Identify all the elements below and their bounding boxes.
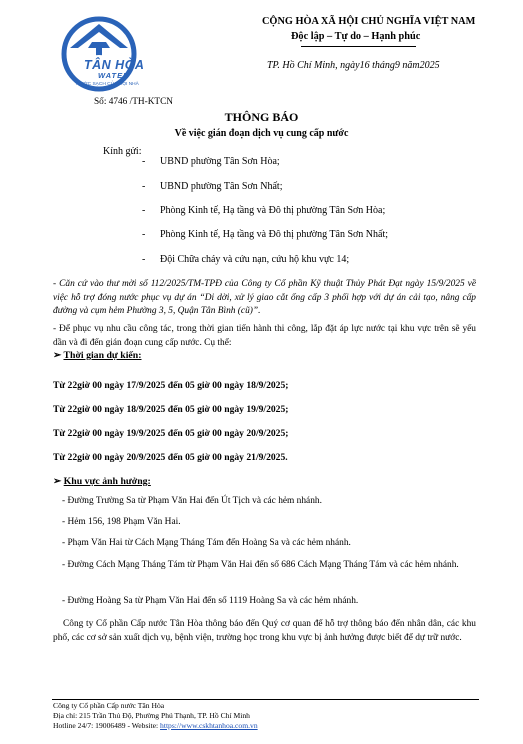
time-slot: Từ 22giờ 00 ngày 17/9/2025 đến 05 giờ 00 ngày 18/9/2025; [53, 380, 289, 391]
time-heading: ➢ Thời gian dự kiến: [53, 350, 142, 361]
nation-title: CỘNG HÒA XÃ HỘI CHỦ NGHĨA VIỆT NAM [262, 16, 476, 27]
recipient-item: - UBND phường Tân Sơn Nhất; [142, 181, 283, 192]
national-motto: Độc lập – Tự do – Hạnh phúc [291, 31, 421, 42]
footer-address: Địa chỉ: 215 Trần Thủ Độ, Phường Phú Thạnh, TP. Hồ Chí Minh [53, 711, 250, 720]
logo-tagline: NƯỚC SẠCH CỦA MỌI NHÀ [76, 82, 139, 87]
recipient-item: - UBND phường Tân Sơn Hòa; [142, 156, 280, 167]
document-subtitle: Về việc gián đoạn dịch vụ cung cấp nước [174, 128, 349, 139]
document-title: THÔNG BÁO [224, 110, 299, 124]
document-number: Số: 4746 /TH-KTCN [94, 97, 174, 107]
footer-divider [52, 699, 479, 700]
basis-paragraph: - Căn cứ vào thư mời số 112/2025/TM-TPĐ của Công ty Cổ phần Kỹ thuật Thủy Phát Đạt ngày 15/9/2025 về việc hỗ trợ đóng nước phục vụ dự án “Di dời, xử lý giao cắt ống cấp 3 phối hợp với dự án cải tạo, nâng cấp đường và cụm hẻm Phường 3, 5, Quận Tân Bình (cũ)”. [53, 279, 476, 317]
recipient-item: - Phòng Kinh tế, Hạ tầng và Đô thị phường Tân Sơn Nhất; [142, 229, 389, 240]
recipients-label: Kính gửi: [103, 146, 142, 157]
dateline: TP. Hồ Chí Minh, ngày16 tháng9 năm2025 [267, 60, 440, 71]
time-slot: Từ 22giờ 00 ngày 20/9/2025 đến 05 giờ 00 ngày 21/9/2025. [53, 452, 288, 463]
motto-underline [301, 46, 416, 47]
time-slot: Từ 22giờ 00 ngày 18/9/2025 đến 05 giờ 00 ngày 19/9/2025; [53, 404, 289, 415]
area-item: - Hẻm 156, 198 Phạm Văn Hai. [62, 517, 181, 527]
area-item: - Phạm Văn Hai từ Cách Mạng Tháng Tám đến Hoàng Sa và các hẻm nhánh. [62, 538, 351, 548]
area-item: - Đường Hoàng Sa từ Phạm Văn Hai đến số 1119 Hoàng Sa và các hẻm nhánh. [62, 596, 359, 606]
area-heading: ➢ Khu vực ảnh hưởng: [53, 476, 151, 487]
area-item: - Đường Trường Sa từ Phạm Văn Hai đến Út Tịch và các hẻm nhánh. [62, 496, 322, 506]
work-paragraph: - Để phục vụ nhu cầu công tác, trong thời gian tiến hành thi công, lắp đặt áp lực nước tại khu vực trên sẽ yếu dần và đi đến gián đoạn cung cấp nước. Cụ thể: [53, 324, 476, 348]
closing-paragraph: Công ty Cổ phần Cấp nước Tân Hòa thông báo đến Quý cơ quan để hỗ trợ thông báo đến nhân dân, các khu phố, các cơ sở sản xuất dịch vụ, bệnh viện, trường học trong khu vực bị ảnh hưởng được biết để dự trữ nước. [53, 619, 476, 643]
footer-contact: Hotline 24/7: 19006489 - Website: https://www.cskhtanhoa.com.vn [53, 721, 258, 730]
logo-brand-sub: WATER [98, 71, 130, 80]
recipient-item: - Phòng Kinh tế, Hạ tầng và Đô thị phường Tân Sơn Hòa; [142, 205, 386, 216]
time-slot: Từ 22giờ 00 ngày 19/9/2025 đến 05 giờ 00 ngày 20/9/2025; [53, 428, 289, 439]
website-link[interactable]: https://www.cskhtanhoa.com.vn [160, 721, 258, 730]
area-item: - Đường Cách Mạng Tháng Tám từ Phạm Văn Hai đến số 686 Cách Mạng Tháng Tám và các hẻm nhánh. [62, 560, 459, 570]
footer-company: Công ty Cổ phần Cấp nước Tân Hòa [53, 701, 165, 710]
logo-brand-name: TÂN HÒA [84, 58, 145, 72]
recipient-item: - Đội Chữa cháy và cứu nạn, cứu hộ khu vực 14; [142, 254, 350, 265]
